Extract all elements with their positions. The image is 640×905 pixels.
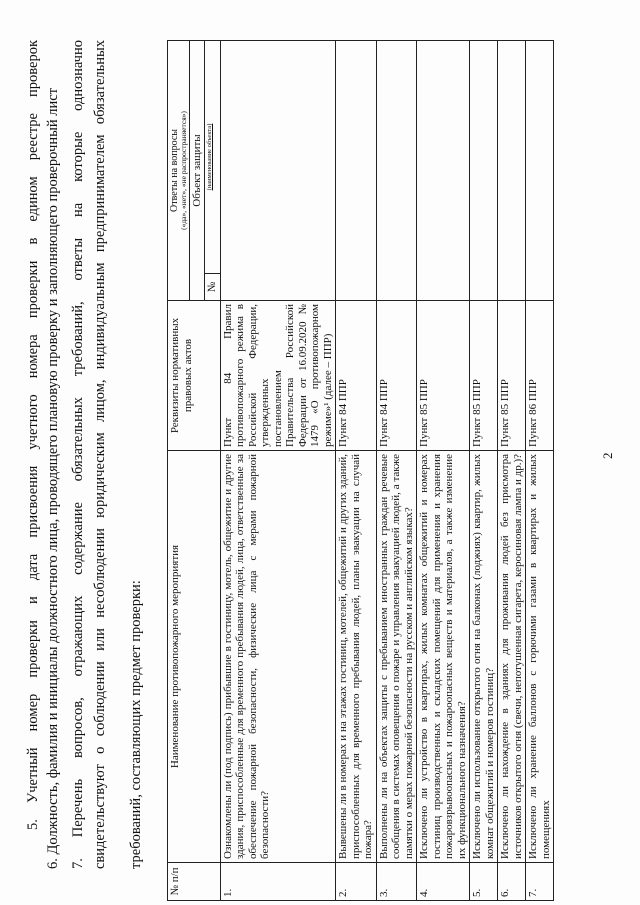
row-num: 1. [220,863,336,901]
checklist-table [167,40,554,901]
object-name-note: (наименование объекта) [206,123,213,191]
page-number: 2 [600,452,615,459]
item-7-line-2: свидетельствуют о соблюдении или несоблюдении юридическим лицом, индивидуальным предпринимателем обязательных [92,40,108,869]
answers-title: Ответы на вопросы [169,129,180,212]
row-num: 2. [336,863,377,901]
row-num: 3. [376,863,417,901]
item-6-line: 6. Должность, фамилия и инициалы должностного лица, проводящего плановую проверку и заполняющего проверочный лист [45,88,61,869]
row-question: Исключено ли хранение баллонов с горючими газами в квартирах и жилых помещениях [526,451,554,863]
row-question: Выполнены ли на объектах защиты с пребыванием иностранных граждан речевые сообщения в системах оповещения о пожаре и управления эвакуацией людей, а также памятки о мерах пожарной безопасности на русском и английском языках? [376,451,417,863]
answer-cell[interactable] [220,41,336,301]
row-question: Исключено ли устройство в квартирах, жилых комнатах общежитий и номерах гостиниц производственных и складских помещений для применения и хранения пожаровзрывоопасных и пожароопасных веществ и материалов, а также изменение их функционального назначения? [417,451,470,863]
row-question: Ознакомлены ли (под подпись) прибывшие в гостиницу, мотель, общежитие и другие здания, приспособленные для временного пребывания людей, лица, ответственные за обеспечение пожарной безопасности, физические лица с мерами пожарной безопасности? [220,451,336,863]
row-requisites: Пункт 86 ППР [526,301,554,451]
col-header-requisites: Реквизиты нормативных правовых актов [168,301,221,451]
row-question: Вывешены ли в номерах и на этажах гостиниц, мотелей, общежитий и других зданий, приспособленных для временного пребывания людей, планы эвакуации на случай пожара? [336,451,377,863]
col-header-object: Объект защиты [190,41,205,301]
row-requisites: Пункт 84 ППР [336,301,377,451]
col-header-object-name [205,41,221,274]
item-7-line-3: требований, составляющих предмет проверки: [128,580,144,869]
row-requisites: Пункт 85 ППР [417,301,470,451]
col-header-num: № п/п [168,863,221,901]
table-row [376,41,417,901]
row-num: 7. [526,863,554,901]
row-num: 4. [417,863,470,901]
row-requisites: Пункт 85 ППР [470,301,498,451]
col-header-name: Наименование противопожарного мероприятия [168,451,221,863]
row-num: 6. [498,863,526,901]
row-requisites: Пункт 84 ППР [376,301,417,451]
table-row [336,41,377,901]
row-requisites: Пункт 85 ППР [498,301,526,451]
answer-cell[interactable] [470,41,498,301]
row-question: Исключено ли использование открытого огня на балконах (лоджиях) квартир, жилых комнат общежитий и номеров гостиниц? [470,451,498,863]
answer-cell[interactable] [336,41,377,301]
row-num: 5. [470,863,498,901]
row-requisites: Пункт 84 Правил противопожарного режима в Российской Федерации, утвержденных постановлением Правительства Российской Федерации от 16.09.2020 № 1479 «О противопожарном режиме»¹ (далее – ППР) [220,301,336,451]
table-row [526,41,554,901]
table-row [220,41,336,901]
item-7-line-1: 7. Перечень вопросов, отражающих содержание обязательных требований, ответы на которые однозначно [70,40,86,869]
col-header-num-symbol: № [205,274,221,301]
table-row [470,41,498,901]
table-row [417,41,470,901]
answer-cell[interactable] [526,41,554,301]
table-row [498,41,526,901]
answers-subtitle: («да», «нет», «не распространяется») [179,111,188,230]
table-header-row [168,41,190,901]
row-question: Исключено ли нахождение в зданиях для проживания людей без присмотра источников открытого огня (свечи, непотушенная сигарета, керосиновая лампа и др.)? [498,451,526,863]
answer-cell[interactable] [417,41,470,301]
answer-cell[interactable] [498,41,526,301]
answer-cell[interactable] [376,41,417,301]
item-5-line: 5. Учетный номер проверки и дата присвоения учетного номера проверки в едином реестре проверок [25,40,41,830]
col-header-answers [168,41,190,301]
